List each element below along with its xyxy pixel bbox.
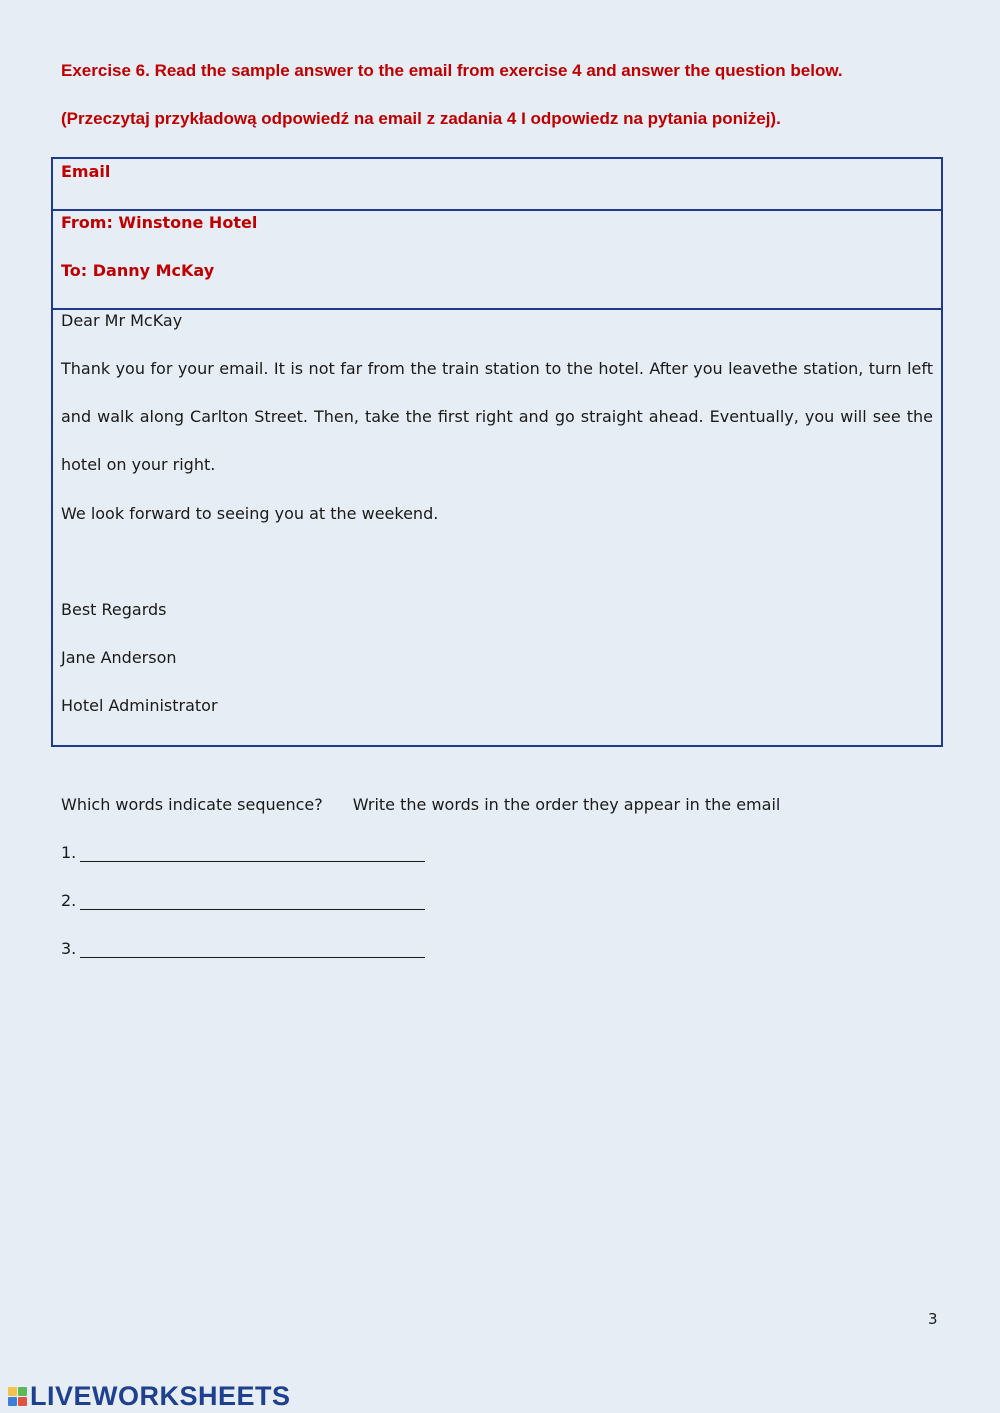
- answer-blank[interactable]: [80, 893, 425, 910]
- exercise-title: Exercise 6. Read the sample answer to the email from exercise 4 and answer the question below.: [61, 61, 843, 80]
- email-signature-title: Hotel Administrator: [61, 696, 218, 715]
- email-box: [51, 157, 943, 747]
- logo-square-2: [18, 1387, 27, 1396]
- liveworksheets-logo: [8, 1381, 291, 1411]
- question: [61, 795, 780, 814]
- email-from: From: Winstone Hotel: [61, 213, 258, 232]
- email-sign-off: Best Regards: [61, 600, 167, 619]
- email-body: [53, 310, 941, 745]
- answer-line-3: [61, 939, 425, 958]
- email-from-to-row: [53, 211, 941, 310]
- answer-blank[interactable]: [80, 845, 425, 862]
- email-body-line: and walk along Carlton Street. Then, take the first right and go straight ahead. Eventually, you will see the: [61, 407, 933, 426]
- logo-square-3: [8, 1397, 17, 1406]
- question-instruction: Write the words in the order they appear in the email: [352, 795, 781, 814]
- email-to: To: Danny McKay: [61, 261, 215, 280]
- answer-line-1: [61, 843, 425, 862]
- answer-blank[interactable]: [80, 941, 425, 958]
- email-header-row: [53, 159, 941, 211]
- email-body-line: hotel on your right.: [61, 455, 216, 474]
- email-label: Email: [61, 162, 111, 181]
- email-greeting: Dear Mr McKay: [61, 311, 183, 330]
- exercise-translation: (Przeczytaj przykładową odpowiedź na email z zadania 4 I odpowiedz na pytania poniżej).: [61, 109, 781, 128]
- page-number: 3: [928, 1310, 938, 1328]
- answer-number: 3.: [61, 939, 77, 958]
- logo-square-4: [18, 1397, 27, 1406]
- answer-number: 2.: [61, 891, 77, 910]
- question-text: Which words indicate sequence?: [61, 795, 323, 814]
- logo-square-1: [8, 1387, 17, 1396]
- liveworksheets-logo-icon: [8, 1387, 27, 1406]
- email-signature-name: Jane Anderson: [61, 648, 177, 667]
- email-closing-line: We look forward to seeing you at the weekend.: [61, 504, 439, 523]
- answer-number: 1.: [61, 843, 77, 862]
- answer-line-2: [61, 891, 425, 910]
- logo-text: LIVEWORKSHEETS: [30, 1380, 291, 1411]
- email-body-line: Thank you for your email. It is not far from the train station to the hotel. After you leavethe station, turn left: [61, 359, 933, 378]
